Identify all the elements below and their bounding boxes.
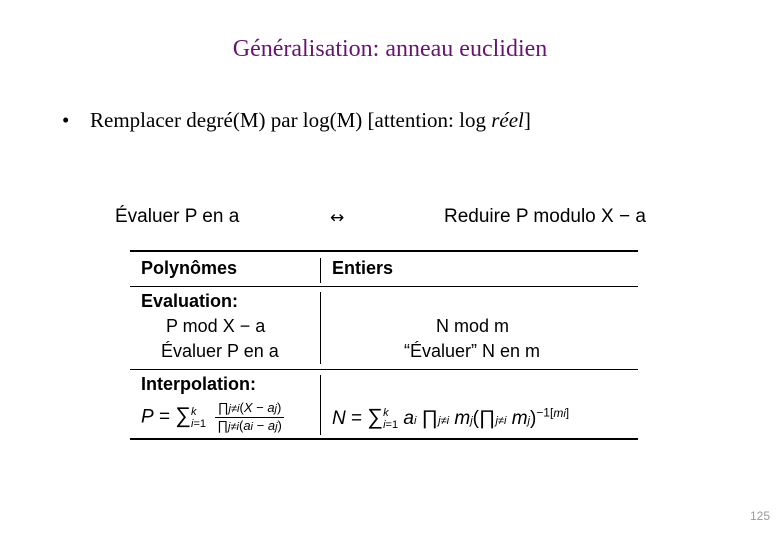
bullet-italic-word: réel [491, 108, 524, 132]
top-right-text: Reduire P modulo X − a [444, 206, 646, 227]
table-top-rule [130, 250, 638, 252]
table-mid-rule [130, 369, 638, 370]
table-bottom-rule [130, 438, 638, 440]
double-arrow-icon: ↔ [330, 208, 345, 228]
top-left-text: Évaluer P en a [115, 206, 240, 227]
table-header-rule [130, 286, 638, 287]
header-polynomes: Polynômes [141, 258, 238, 278]
bullet-item [62, 108, 531, 133]
eval-left-line2: Évaluer P en a [161, 341, 279, 361]
header-entiers: Entiers [332, 258, 394, 278]
page-number: 125 [749, 509, 770, 523]
eval-left-line1: P mod X − a [166, 316, 266, 336]
slide-title: Généralisation: anneau euclidien [232, 36, 548, 62]
evaluation-heading: Evaluation: [141, 291, 239, 311]
top-row-right [444, 206, 646, 228]
bullet-marker: • [62, 108, 70, 132]
top-row-left [115, 206, 239, 228]
eval-right-line2: “Évaluer” N en m [404, 341, 541, 361]
column-divider [320, 375, 321, 435]
bullet-text: Remplacer degré(M) par log(M) [attention: log [90, 108, 492, 132]
interpolation-heading: Interpolation: [141, 374, 256, 394]
lagrange-formula: P = ∑ k i=1 $\frac{\prod j\ne i(X - aj)}{\prod j\ne i(ai - aj)}$ [141, 400, 282, 433]
eval-right-line1: N mod m [436, 316, 510, 336]
bullet-close: ] [523, 108, 531, 132]
crt-formula: N = ∑ k i=1 ai ∏j≠i mj(∏j≠i mj)$^{-1[mi]}$ [332, 404, 570, 431]
column-divider [320, 258, 321, 283]
column-divider [320, 292, 321, 364]
